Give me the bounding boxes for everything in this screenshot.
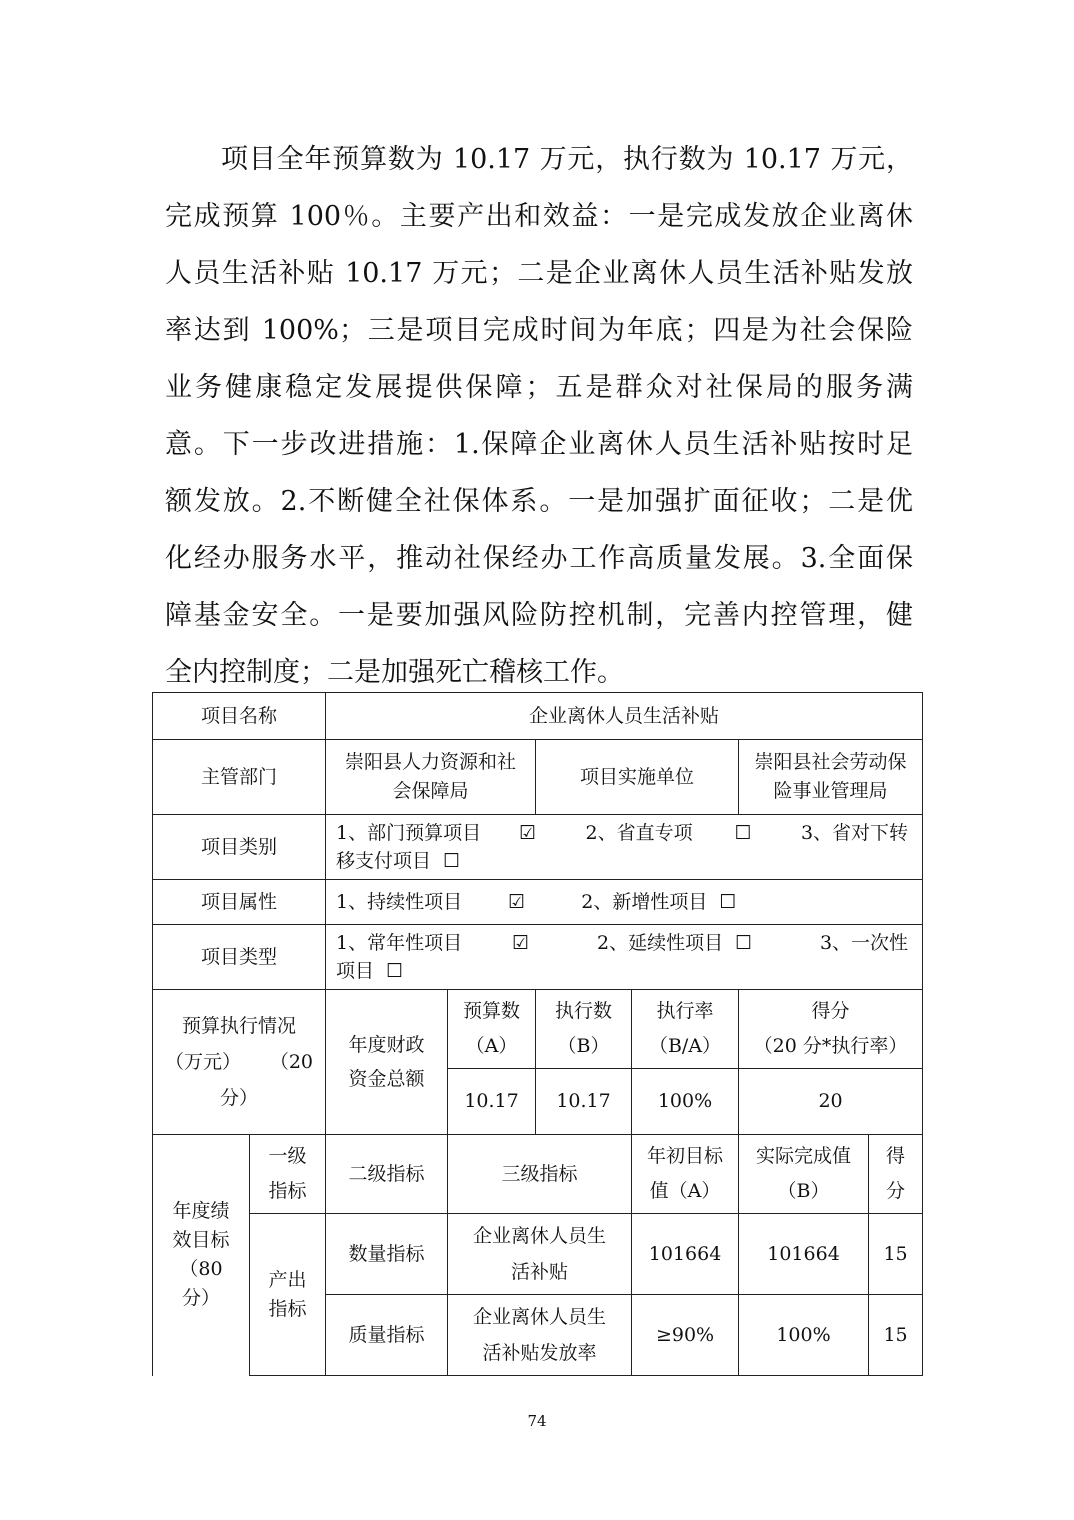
body-paragraph bbox=[165, 131, 913, 701]
row-target: ≥90% bbox=[632, 1295, 739, 1376]
val-exec: 10.17 bbox=[536, 1069, 632, 1135]
paragraph-line: 业务健康稳定发展提供保障；五是群众对社保局的服务满 bbox=[165, 372, 913, 403]
col-exec-header bbox=[536, 990, 632, 1069]
header-line: （A） bbox=[465, 1035, 518, 1057]
dept-value: 崇阳县人力资源和社会保障局 bbox=[326, 740, 536, 815]
hdr-level3: 三级指标 bbox=[448, 1135, 632, 1214]
project-name-value: 企业离休人员生活补贴 bbox=[326, 693, 923, 740]
row-level2: 质量指标 bbox=[326, 1295, 448, 1376]
level3-line: 企业离休人员生 bbox=[473, 1306, 607, 1328]
header-line: 得分 bbox=[811, 1000, 850, 1022]
category-option-3-cont: 移支付项目 bbox=[336, 850, 432, 872]
row-budget-header bbox=[153, 990, 923, 1069]
annual-fund-line: 年度财政 bbox=[348, 1034, 425, 1056]
perf-target-label bbox=[153, 1135, 250, 1376]
header-line: 得 bbox=[886, 1145, 906, 1167]
type-option-1: 1、常年性项目 bbox=[336, 932, 463, 954]
row-type bbox=[153, 925, 923, 990]
row-actual: 101664 bbox=[739, 1214, 869, 1295]
val-rate: 100% bbox=[632, 1069, 739, 1135]
page-number: 74 bbox=[527, 1412, 547, 1430]
header-line: 实际完成值 bbox=[756, 1145, 852, 1167]
budget-label-points: （20 bbox=[269, 1051, 314, 1073]
header-line: （B） bbox=[557, 1035, 610, 1057]
perf-label-line: （80 bbox=[179, 1258, 223, 1281]
category-option-2: 2、省直专项 bbox=[585, 822, 693, 844]
paragraph-line: 人员生活补贴 10.17 万元；二是企业离休人员生活补贴发放 bbox=[165, 258, 913, 289]
hdr-level2: 二级指标 bbox=[326, 1135, 448, 1214]
hdr-actual bbox=[739, 1135, 869, 1214]
paragraph-line: 化经办服务水平，推动社保经办工作高质量发展。3.全面保 bbox=[165, 543, 913, 574]
project-name-label: 项目名称 bbox=[153, 693, 326, 740]
impl-unit-value: 崇阳县社会劳动保险事业管理局 bbox=[739, 740, 923, 815]
budget-label-line: 预算执行情况 bbox=[182, 1015, 297, 1037]
perf-label-line: 年度绩 bbox=[172, 1200, 230, 1223]
empty-box-icon: ☐ bbox=[443, 850, 461, 872]
row-level3 bbox=[448, 1214, 632, 1295]
empty-box-icon: ☐ bbox=[386, 960, 404, 982]
paragraph-line: 全内控制度；二是加强死亡稽核工作。 bbox=[165, 657, 624, 688]
attribute-option-2: 2、新增性项目 bbox=[581, 890, 708, 913]
paragraph-line: 障基金安全。一是要加强风险防控机制，完善内控管理，健 bbox=[165, 600, 913, 631]
hdr-score bbox=[869, 1135, 923, 1214]
output-label-line: 指标 bbox=[268, 1297, 307, 1320]
level3-line: 活补贴发放率 bbox=[482, 1342, 597, 1364]
perf-label-line: 分） bbox=[181, 1287, 220, 1310]
empty-box-icon: ☐ bbox=[719, 890, 737, 913]
header-line: 执行数 bbox=[555, 1000, 613, 1022]
checked-box-icon: ☑ bbox=[508, 890, 526, 913]
empty-box-icon: ☐ bbox=[734, 822, 752, 844]
header-line: 预算数 bbox=[463, 1000, 521, 1022]
budget-execution-label bbox=[153, 990, 326, 1135]
col-budget-header bbox=[448, 990, 536, 1069]
col-rate-header bbox=[632, 990, 739, 1069]
paragraph-line: 完成预算 100％。主要产出和效益：一是完成发放企业离休 bbox=[165, 201, 913, 232]
header-line: 一级 bbox=[268, 1145, 307, 1167]
hdr-target bbox=[632, 1135, 739, 1214]
hdr-level1 bbox=[250, 1135, 326, 1214]
header-line: 分 bbox=[886, 1180, 906, 1202]
category-label: 项目类别 bbox=[153, 815, 326, 880]
type-label: 项目类型 bbox=[153, 925, 326, 990]
category-options bbox=[326, 815, 923, 880]
row-target: 101664 bbox=[632, 1214, 739, 1295]
row-actual: 100% bbox=[739, 1295, 869, 1376]
header-line: 执行率 bbox=[656, 1000, 714, 1022]
output-indicator-label bbox=[250, 1214, 326, 1376]
paragraph-line: 项目全年预算数为 10.17 万元，执行数为 10.17 万元， bbox=[221, 144, 913, 175]
type-option-3-cont: 项目 bbox=[336, 960, 375, 982]
row-level2: 数量指标 bbox=[326, 1214, 448, 1295]
type-options bbox=[326, 925, 923, 990]
row-department bbox=[153, 740, 923, 815]
annual-fund-line: 资金总额 bbox=[348, 1068, 425, 1090]
attribute-options bbox=[326, 880, 923, 925]
level3-line: 企业离休人员生 bbox=[473, 1225, 607, 1247]
attribute-option-1: 1、持续性项目 bbox=[336, 890, 463, 913]
row-category bbox=[153, 815, 923, 880]
paragraph-line: 意。下一步改进措施：1.保障企业离休人员生活补贴按时足 bbox=[165, 429, 913, 460]
row-score: 15 bbox=[869, 1295, 923, 1376]
val-budget: 10.17 bbox=[448, 1069, 536, 1135]
header-line: （20 分*执行率） bbox=[753, 1035, 908, 1057]
val-score: 20 bbox=[739, 1069, 923, 1135]
paragraph-line: 额发放。2.不断健全社保体系。一是加强扩面征收；二是优 bbox=[165, 486, 913, 517]
row-level3 bbox=[448, 1295, 632, 1376]
dept-label: 主管部门 bbox=[153, 740, 326, 815]
header-line: （B） bbox=[777, 1180, 830, 1202]
header-line: 年初目标 bbox=[647, 1145, 724, 1167]
impl-unit-label: 项目实施单位 bbox=[536, 740, 739, 815]
category-option-1: 1、部门预算项目 bbox=[336, 822, 482, 844]
checked-box-icon: ☑ bbox=[512, 932, 530, 954]
budget-label-unit: （万元） bbox=[165, 1051, 242, 1073]
col-score-header bbox=[739, 990, 923, 1069]
row-attribute bbox=[153, 880, 923, 925]
type-option-3: 3、一次性 bbox=[819, 932, 909, 954]
empty-box-icon: ☐ bbox=[735, 932, 753, 954]
row-perf-header bbox=[153, 1135, 923, 1214]
checked-box-icon: ☑ bbox=[519, 822, 537, 844]
header-line: （B/A） bbox=[648, 1035, 722, 1057]
perf-label-line: 效目标 bbox=[172, 1229, 230, 1252]
output-label-line: 产出 bbox=[268, 1268, 307, 1291]
row-project-name bbox=[153, 693, 923, 740]
table-row bbox=[153, 1214, 923, 1295]
paragraph-line: 率达到 100%；三是项目完成时间为年底；四是为社会保险 bbox=[165, 315, 913, 346]
category-option-3: 3、省对下转 bbox=[800, 822, 909, 844]
header-line: 值（A） bbox=[649, 1180, 721, 1202]
annual-fund-label bbox=[326, 990, 448, 1135]
header-line: 指标 bbox=[268, 1180, 307, 1202]
budget-label-line: 分） bbox=[220, 1087, 259, 1109]
row-score: 15 bbox=[869, 1214, 923, 1295]
level3-line: 活补贴 bbox=[511, 1261, 569, 1283]
attribute-label: 项目属性 bbox=[153, 880, 326, 925]
type-option-2: 2、延续性项目 bbox=[596, 932, 724, 954]
performance-table bbox=[152, 692, 923, 1376]
